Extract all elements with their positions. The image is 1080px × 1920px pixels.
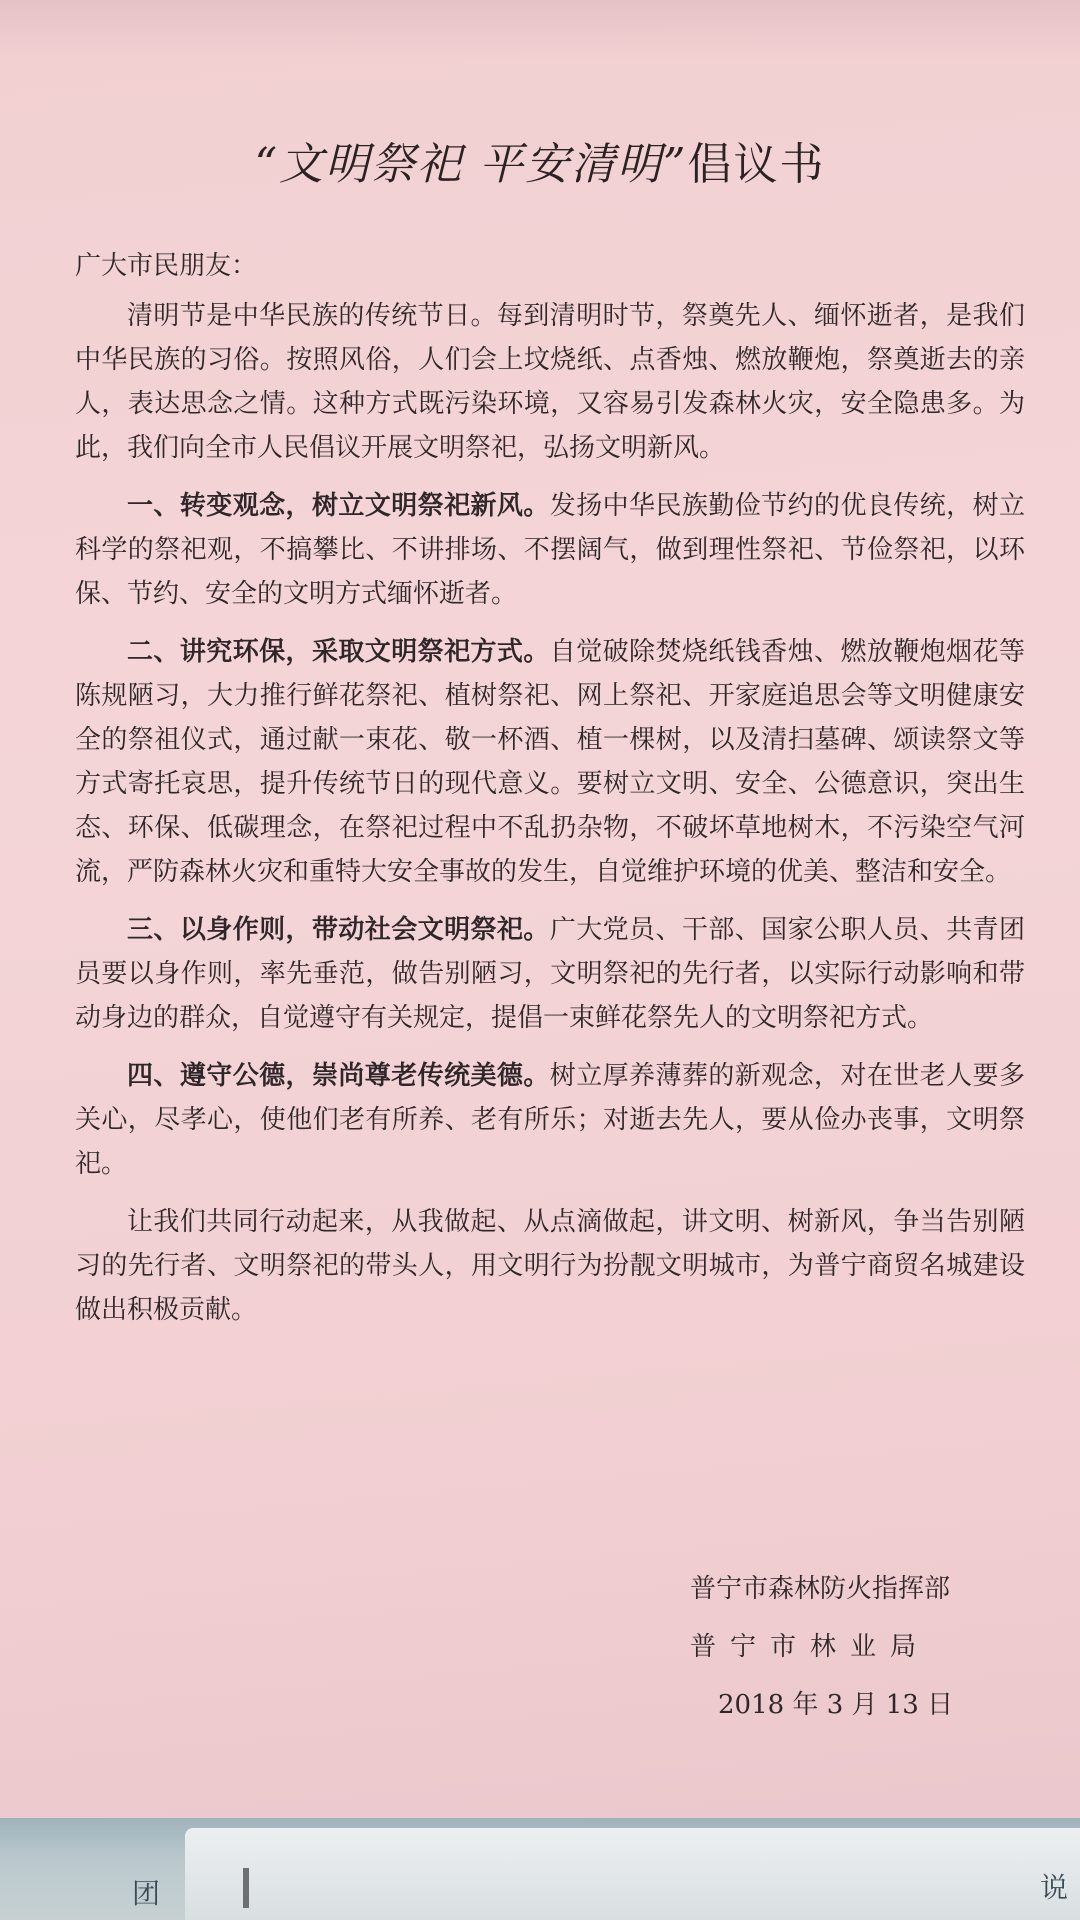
salutation: 广大市民朋友：	[75, 251, 258, 281]
closing-paragraph: 让我们共同行动起来，从我做起、从点滴做起，讲文明、树新风，争当告别陋习的先行者、文明祭祀的带头人，用文明行为扮靓文明城市，为普宁商贸名城建设做出积极贡献。	[75, 1207, 1025, 1325]
point-paragraph	[75, 484, 1025, 616]
edge-text-right: 说	[1040, 1871, 1069, 1904]
point-text: 广大党员、干部、国家公职人员、共青团员要以身作则，率先垂范，做告别陋习，文明祭祀的先行者，以实际行动影响和带动身边的群众，自觉遵守有关规定，提倡一束鲜花祭先人的文明祭祀方式。	[75, 915, 1025, 1033]
title-suffix: 倡议书	[687, 139, 826, 190]
point-heading: 四、遵守公德，崇尚尊老传统美德。	[127, 1061, 550, 1091]
signature-block	[690, 1560, 953, 1734]
signature-date: 2018 年 3 月 13 日	[718, 1690, 954, 1720]
point-paragraph	[75, 908, 1025, 1040]
signature-org-2: 普宁市林业局	[690, 1632, 931, 1662]
title-quoted: “文明祭祀 平安清明”	[254, 139, 688, 190]
point-heading: 一、转变观念，树立文明祭祀新风。	[127, 491, 550, 521]
point-text: 树立厚养薄葬的新观念，对在世老人要多关心，尽孝心，使他们老有所养、老有所乐；对逝去先人，要从俭办丧事，文明祭祀。	[75, 1061, 1025, 1179]
point-text: 发扬中华民族勤俭节约的优良传统，树立科学的祭祀观，不搞攀比、不讲排场、不摆阔气，做到理性祭祀、节俭祭祀，以环保、节约、安全的文明方式缅怀逝者。	[75, 491, 1025, 609]
signature-org-1: 普宁市森林防火指挥部	[690, 1574, 951, 1604]
point-text: 自觉破除焚烧纸钱香烛、燃放鞭炮烟花等陈规陋习，大力推行鲜花祭祀、植树祭祀、网上祭祀、开家庭追思会等文明健康安全的祭祖仪式，通过献一束花、敬一杯酒、植一棵树，以及清扫墓碑、颂读祭文等方式寄托哀思，提升传统节日的现代意义。要树立文明、安全、公德意识，突出生态、环保、低碳理念，在祭祀过程中不乱扔杂物，不破坏草地树木，不污染空气河流，严防森林火灾和重特大安全事故的发生，自觉维护环境的优美、整洁和安全。	[75, 637, 1025, 887]
intro-paragraph: 清明节是中华民族的传统节日。每到清明时节，祭奠先人、缅怀逝者，是我们中华民族的习俗。按照风俗，人们会上坟烧纸、点香烛、燃放鞭炮，祭奠逝去的亲人，表达思念之情。这种方式既污染环境，又容易引发森林火灾，安全隐患多。为此，我们向全市人民倡议开展文明祭祀，弘扬文明新风。	[75, 301, 1025, 463]
document-title	[0, 128, 1080, 192]
point-paragraph	[75, 1054, 1025, 1186]
document-body	[75, 244, 1025, 1346]
edge-mark	[243, 1868, 249, 1908]
underlying-page	[185, 1828, 1080, 1920]
paper-shadow	[0, 0, 1080, 60]
point-heading: 三、以身作则，带动社会文明祭祀。	[127, 915, 550, 945]
point-paragraph	[75, 630, 1025, 894]
point-heading: 二、讲究环保，采取文明祭祀方式。	[127, 637, 550, 667]
edge-text-left: 团	[132, 1877, 161, 1910]
